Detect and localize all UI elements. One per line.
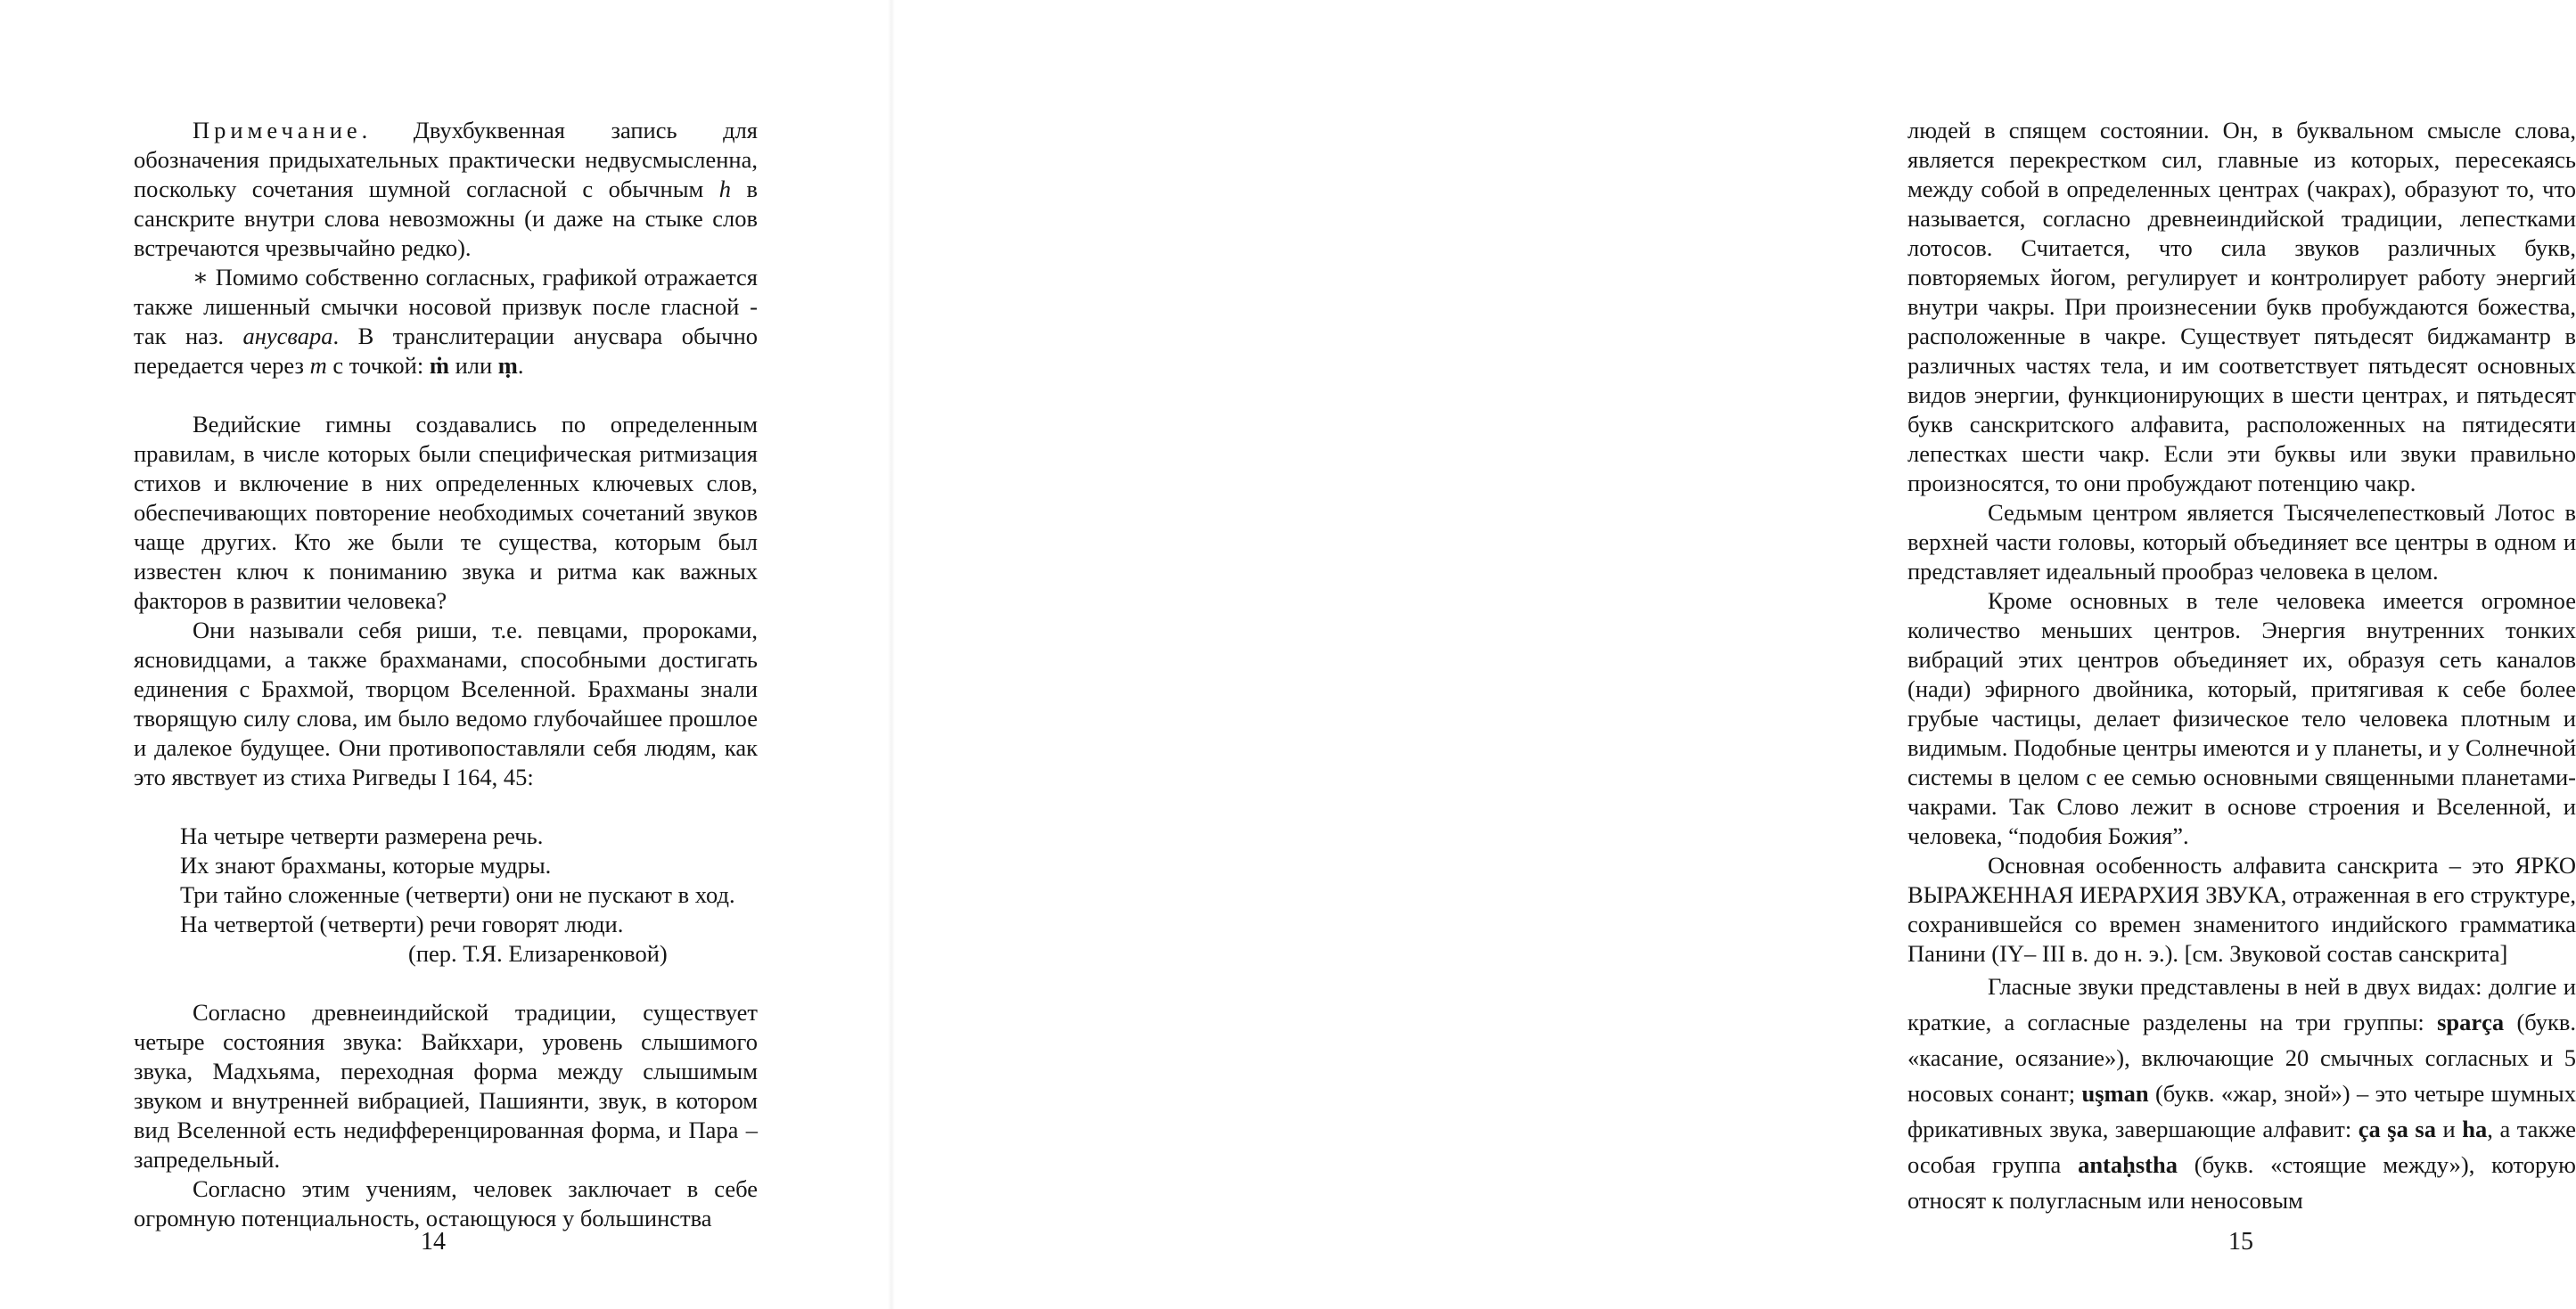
term-sa-dot: şa	[2387, 1116, 2408, 1142]
paragraph: Кроме основных в теле человека имеется огромное количество меньших центров. Энергия внутренних тонких вибраций этих центров объединяет их, образуя сеть каналов (нади) эфирного двойника, который, притягивая к себе более грубые частицы, делает физическое тело человека плотным и видимым. Подобные центры имеются и у планеты, и у Солнечной системы в целом с ее семью основными священными планетами-чакрами. Так Слово лежит в основе строения и Вселенной, и человека, “подобия Божия”.	[1907, 587, 2576, 849]
spacer	[134, 792, 758, 822]
rigveda-quote	[180, 822, 758, 969]
translator-credit: (пер. Т.Я. Елизаренковой)	[408, 940, 668, 967]
paragraph: Ведийские гимны создавались по определенным правилам, в числе которых были специфическая ритмизация стихов и включение в них определенных ключевых слов, обеспечивающих повторение необходимых сочетаний звуков чаще других. Кто же были те существа, которым был известен ключ к пониманию звука и ритма как важных факторов в развитии человека?	[134, 411, 758, 614]
poem-line: Их знают брахманы, которые мудры.	[180, 852, 552, 879]
right-page	[891, 0, 2576, 1309]
paragraph: людей в спящем состоянии. Он, в буквальном смысле слова, является перекрестком сил, главные из которых, пересекаясь между собой в определенных центрах (чакрах), образуют то, что называется, согласно древнеиндийской традиции, лепестками лотосов. Считается, что сила звуков различных букв, повторяемых йогом, регулирует и контролирует работу энергий внутри чакры. При произнесении букв пробуждаются божества, расположенные в чакре. Существует пятьдесят биджамантр в различных частях тела, и им соответствует пятьдесят основных видов энергии, функционирующих в шести центрах, и пятьдесят букв санскритского алфавита, расположенных на пятидесяти лепестках шести чакр. Если эти буквы или звуки правильно произносятся, то они пробуждают потенцию чакр.	[1907, 117, 2576, 496]
poem-line: На четвертой (четверти) речи говорят люди.	[180, 911, 624, 937]
vowels-paragraph: Гласные звуки представлены в ней в двух видах: долгие и краткие, а согласные разделены на три группы: sparça (букв. «касание, осязание»), включающие 20 смычных согласных и 5 носовых сонант; uşman (букв. «жар, зной») – это четыре шумных фрикативных звука, завершающие алфавит: ça şa sa и ha, а также особая группа antaḥstha (букв. «стоящие между»), которую относят к полугласным или неносовым	[1907, 973, 2576, 1214]
spacer	[134, 969, 758, 998]
anusvara-paragraph: ∗ Помимо собственно согласных, графикой отражается также лишенный смычки носовой призвук после гласной - так наз. анусвара. В транслитерации анусвара обычно передается через m с точкой: ṁ или ṃ.	[134, 264, 758, 379]
spacer	[134, 380, 758, 410]
term-usman: uşman	[2081, 1080, 2149, 1107]
m-dot-below: ṃ	[497, 352, 518, 379]
term-ca: ça	[2358, 1116, 2381, 1142]
paragraph: Согласно древнеиндийской традиции, существует четыре состояния звука: Вайкхари, уровень слышимого звука, Мадхьяма, переходная форма между слышимым звуком и внутренней вибрацией, Пашиянти, звук, в котором вид Вселенной есть недифференцированная форма, и Пара – запредельный.	[134, 999, 758, 1173]
note-label: Примечание	[193, 117, 362, 143]
poem-line: На четыре четверти размерена речь.	[180, 822, 544, 849]
paragraph: Седьмым центром является Тысячелепестковый Лотос в верхней части головы, который объединяет все центры в одном и представляет идеальный прообраз человека в целом.	[1907, 499, 2576, 585]
paragraph: Согласно этим учениям, человек заключает в себе огромную потенциальность, остающуюся у большинства	[134, 1175, 758, 1231]
term-sa: sa	[2415, 1116, 2436, 1142]
right-text-column	[1907, 116, 2576, 1218]
m-dot-above: ṁ	[429, 352, 449, 379]
paragraph: Основная особенность алфавита санскрита – это ЯРКО ВЫРАЖЕННАЯ ИЕРАРХИЯ ЗВУКА, отраженная в его структуре, сохранившейся со времен знаменитого индийского грамматика Панини (IY– III в. до н. э.). [см. Звуковой состав санскрита]	[1907, 852, 2576, 967]
paragraph: Они называли себя риши, т.е. певцами, пророками, ясновидцами, а также брахманами, способными достигать единения с Брахмой, творцом Вселенной. Брахманы знали творящую силу слова, им было ведомо глубочайшее прошлое и далекое будущее. Они противопоставляли себя людям, как это явствует из стиха Ригведы I 164, 45:	[134, 617, 758, 790]
m-letter: m	[309, 352, 327, 379]
note-paragraph: Примечание. Двухбуквенная запись для обозначения придыхательных практически недвусмысленна, поскольку сочетания шумной согласной с обычным h в санскрите внутри слова невозможны (и даже на стыке слов встречаются чрезвычайно редко).	[134, 117, 758, 261]
h-letter: h	[718, 176, 732, 202]
anusvara-term: анусвара	[242, 323, 333, 349]
poem-line: Три тайно сложенные (четверти) они не пускают в ход.	[180, 881, 735, 908]
term-antahstha: antaḥstha	[2078, 1151, 2178, 1178]
term-ha: ha	[2462, 1116, 2488, 1142]
left-page	[0, 0, 891, 1309]
term-sparca: sparça	[2437, 1009, 2505, 1035]
page-number: 15	[2228, 1228, 2253, 1256]
left-text-column	[134, 116, 758, 1233]
page-number: 14	[421, 1228, 446, 1256]
